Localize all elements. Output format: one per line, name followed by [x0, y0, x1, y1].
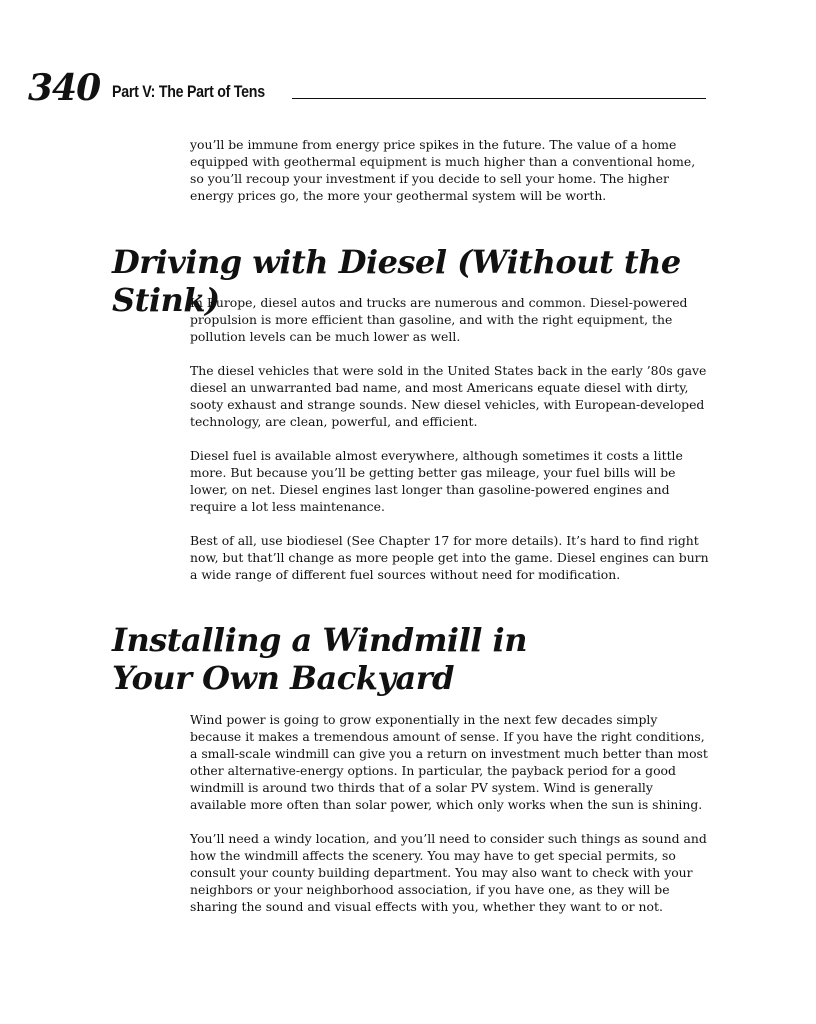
- windmill-paragraph: Wind power is going to grow exponentially in the next few decades simply because it makes a tremendous amount of sense. If you have the right conditions, a small-scale windmill can give you a return on investment much better than most other alternative-energy options. In particular, the payback period for a good windmill is around two thirds that of a solar PV system. Wind is generally available more often than solar power, which only works when the sun is shining.: [190, 712, 708, 812]
- running-head-title: Part V: The Part of Tens: [112, 83, 265, 101]
- windmill-heading-line-2: Your Own Backyard: [112, 659, 454, 697]
- diesel-paragraph: The diesel vehicles that were sold in the United States back in the early ’80s gave diesel an unwarranted bad name, and most Americans equate diesel with dirty, sooty exhaust and strange sounds. New diesel vehicles, with European-developed technology, are clean, powerful, and efficient.: [190, 363, 707, 429]
- diesel-paragraph: Diesel fuel is available almost everywhere, although sometimes it costs a little more. But because you’ll be getting better gas mileage, your fuel bills will be lower, on net. Diesel engines last longer than gasoline-powered engines and require a lot less maintenance.: [190, 448, 683, 514]
- windmill-section-heading: [112, 621, 752, 697]
- intro-text: [190, 136, 710, 204]
- diesel-paragraph: Best of all, use biodiesel (See Chapter 17 for more details). It’s hard to find right now, but that’ll change as more people get into the game. Diesel engines can burn a wide range of different fuel sources without need for modification.: [190, 533, 709, 582]
- page-number: 340: [28, 67, 101, 109]
- diesel-section-body: [190, 294, 710, 583]
- header-rule: [292, 98, 706, 99]
- windmill-section-body: [190, 711, 710, 915]
- intro-paragraph: you’ll be immune from energy price spikes in the future. The value of a home equipped with geothermal equipment is much higher than a conventional home, so you’ll recoup your investment if you decide to sell your home. The higher energy prices go, the more your geothermal system will be worth.: [190, 137, 696, 203]
- windmill-paragraph: You’ll need a windy location, and you’ll need to consider such things as sound and how the windmill affects the scenery. You may have to get special permits, so consult your county building department. You may also want to check with your neighbors or your neighborhood association, if you have one, as they will be sharing the sound and visual effects with you, whether they want to or not.: [190, 831, 707, 914]
- diesel-heading-text: Driving with Diesel (Without the Stink): [112, 243, 681, 319]
- diesel-paragraph: In Europe, diesel autos and trucks are numerous and common. Diesel-powered propulsion is more efficient than gasoline, and with the right equipment, the pollution levels can be much lower as well.: [190, 295, 688, 344]
- windmill-heading-line-1: Installing a Windmill in: [112, 621, 527, 659]
